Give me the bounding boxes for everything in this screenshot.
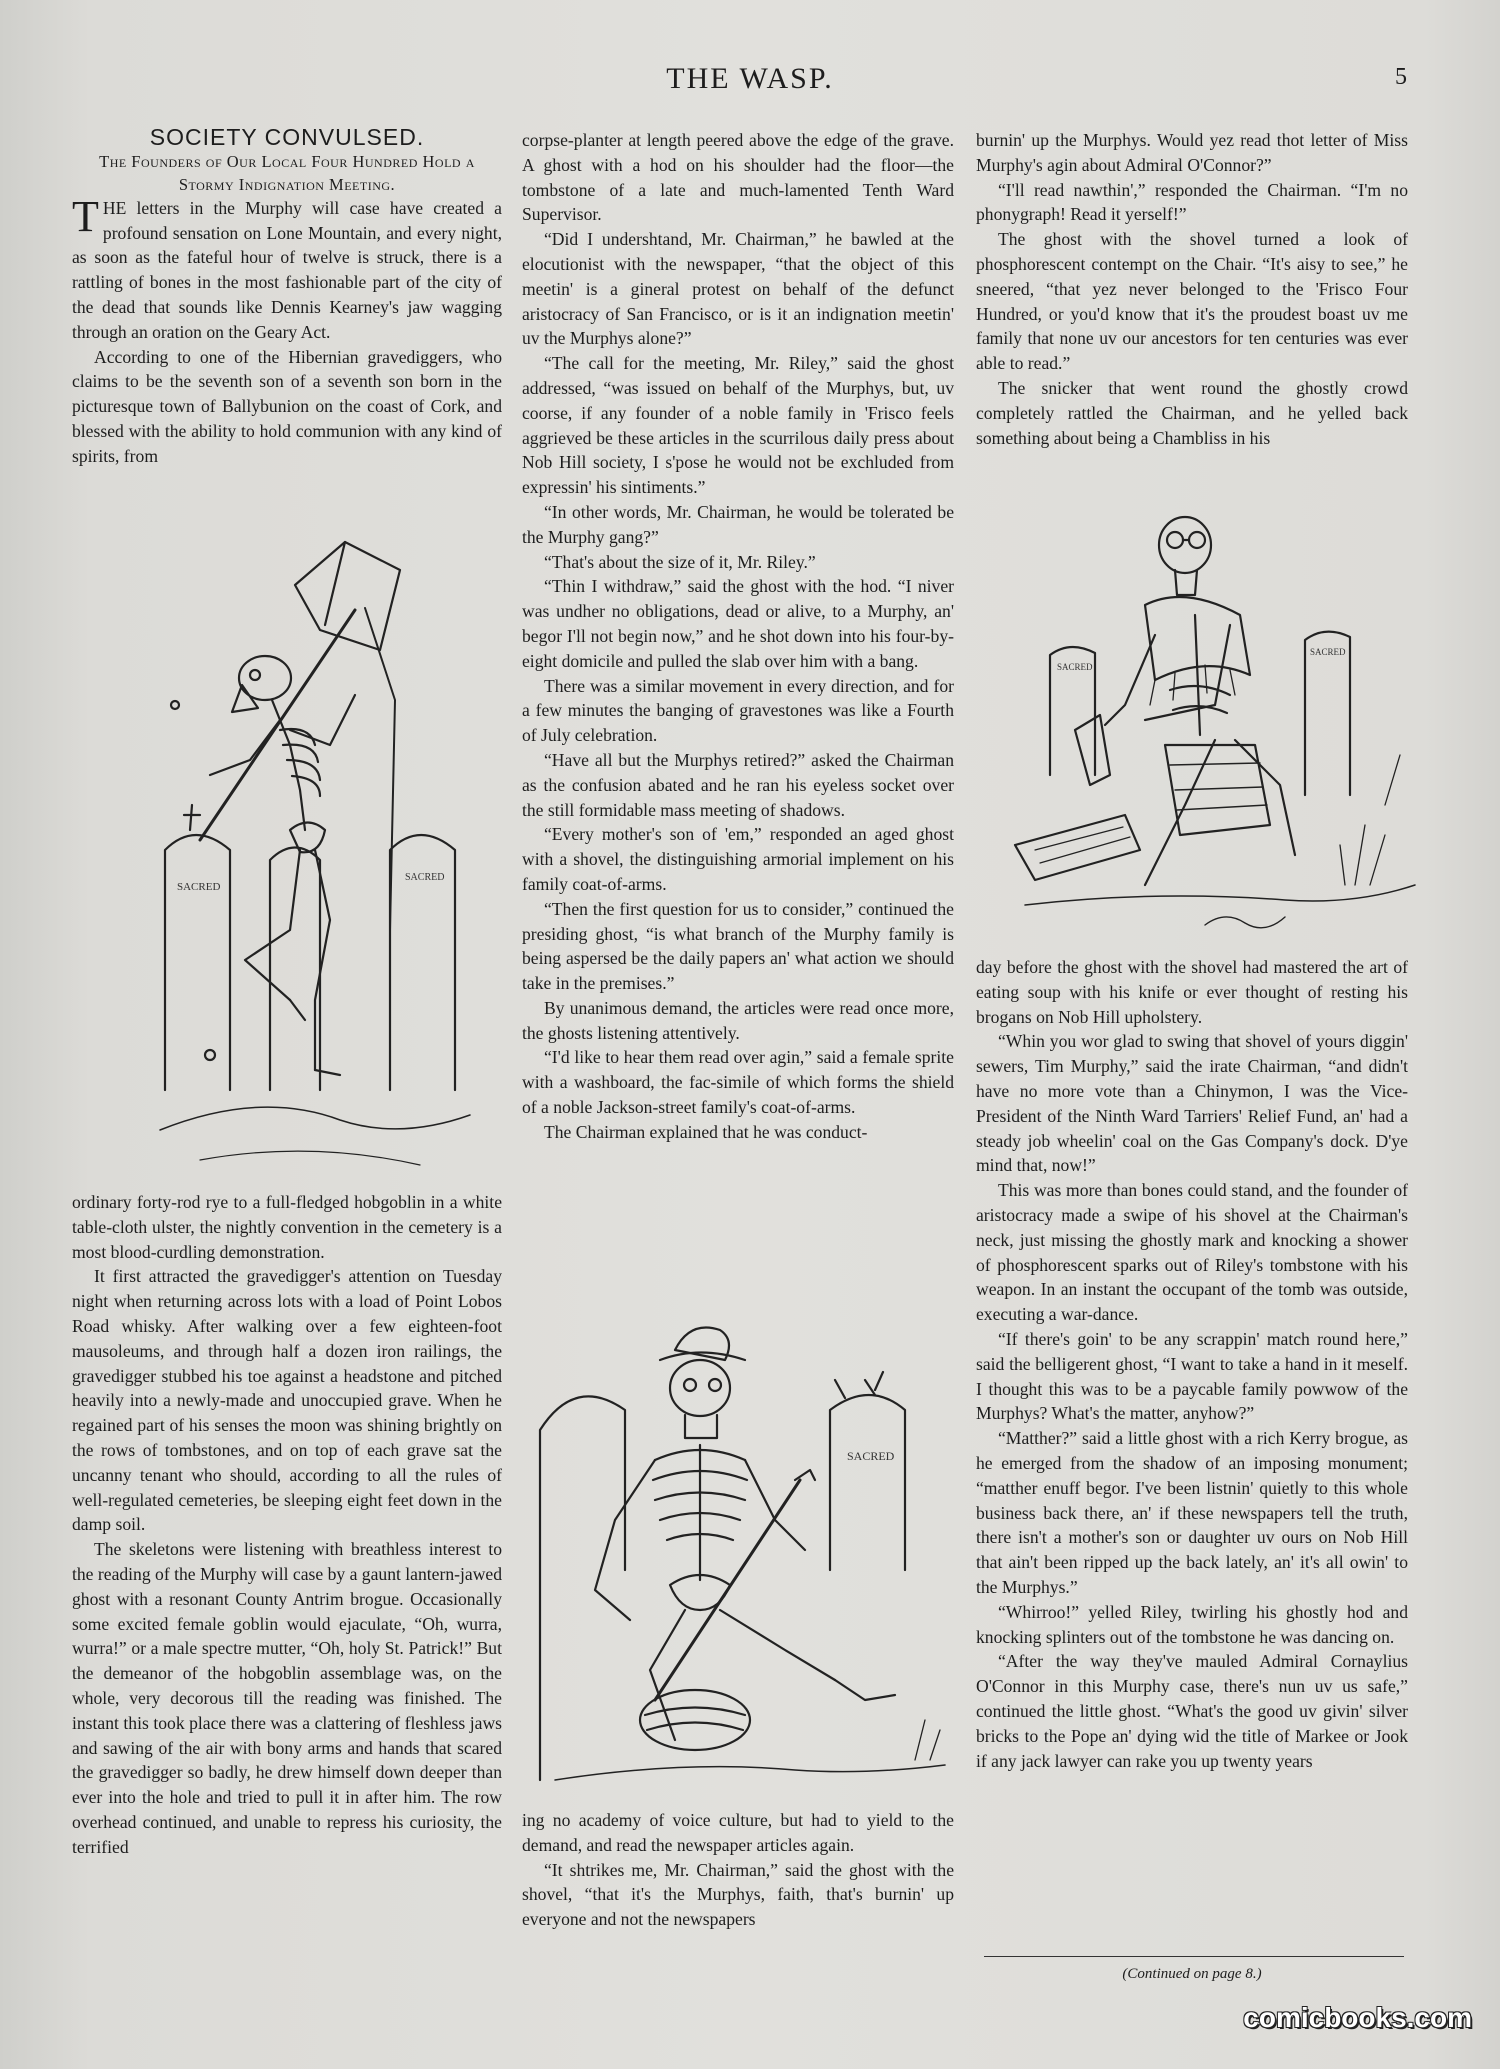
column-2-bottom <box>522 1808 954 1932</box>
article-paragraph: By unanimous demand, the articles were read once more, the ghosts listening attentively. <box>522 997 954 1043</box>
article-headline: SOCIETY CONVULSED. <box>149 124 425 150</box>
article-paragraph: According to one of the Hibernian gravediggers, who claims to be the seventh son of a seventh son born in the picturesque town of Ballybunion on the coast of Cork, and blessed with the ability to hold communion with any kind of spirits, from <box>72 346 502 466</box>
watermark-logo: comicbooks.com <box>1243 2002 1472 2033</box>
article-paragraph: The ghost with the shovel turned a look of phosphorescent contempt on the Chair. “It's aisy to see,” he sneered, “that yez never belonged to the 'Frisco Four Hundred, or you'd know that it's the proudest boast uv me family that none uv our ancestors for ten centuries was ever able to read.” <box>976 229 1408 374</box>
column-3-bottom <box>976 955 1408 1773</box>
article-paragraph: ordinary forty-rod rye to a full-fledged hobgoblin in a white table-cloth ulster, the nightly convention in the cemetery is a most blood-curdling demonstration. <box>72 1192 502 1262</box>
article-paragraph: The Chairman explained that he was conduct- <box>544 1121 868 1142</box>
article-paragraph: The skeletons were listening with breathless interest to the reading of the Murphy will case by a gaunt lantern-jawed ghost with a resonant County Antrim brogue. Occasionally some excited female goblin would ejaculate, “Oh, wurra, wurra!” or a male spectre mutter, “Oh, holy St. Patrick!” But the demeanor of the hobgoblin assemblage was, on the whole, very decorous till the reading was finished. The instant this took place there was a clattering of fleshless jaws and sawing of the air with bony arms and hands that scared the gravedigger so badly, he drew himself down deeper than ever into the hole and tried to pull it in after him. The row overhead continued, and unable to repress his curiosity, the terrified <box>72 1539 502 1857</box>
column-3-top <box>976 128 1408 450</box>
article-paragraph: “Have all but the Murphys retired?” asked the Chairman as the confusion abated and he ran his eyeless socket over the still formidable mass meeting of shadows. <box>522 749 954 820</box>
skeleton-washboard-illustration <box>535 1320 955 1800</box>
skeleton-hod-illustration <box>140 530 490 1180</box>
svg-text:SACRED: SACRED <box>1310 647 1346 657</box>
article-paragraph: “Then the first question for us to consider,” continued the presiding ghost, “is what branch of the Murphy family is being aspersed be the daily papers an' what action we should take in the premises.” <box>522 898 954 994</box>
masthead: THE WASP. <box>666 62 834 95</box>
page-number: 5 <box>1395 64 1407 90</box>
article-paragraph: “It shtrikes me, Mr. Chairman,” said the ghost with the shovel, “that it's the Murphys, faith, that's burnin' up everyone and not the newspapers <box>522 1859 954 1930</box>
svg-text:SACRED: SACRED <box>847 1449 895 1463</box>
article-paragraph: The snicker that went round the ghostly crowd completely rattled the Chairman, and he yelled back something about being a Chambliss in his <box>976 377 1408 448</box>
article-paragraph: corpse-planter at length peered above the edge of the grave. A ghost with a hod on his shoulder had the floor—the tombstone of a late and much-lamented Tenth Ward Supervisor. <box>522 130 954 225</box>
article-paragraph: This was more than bones could stand, and the founder of aristocracy made a swipe of his shovel at the Chairman's neck, just missing the ghostly mark and knocking a shower of phosphorescent sparks out of Riley's tombstone with his weapon. In an instant the occupant of the tomb was outside, executing a war-dance. <box>976 1180 1408 1325</box>
column-1-top <box>72 125 502 469</box>
column-end-rule <box>984 1956 1404 1957</box>
column-2-top <box>522 128 954 1145</box>
article-paragraph: “After the way they've mauled Admiral Cornaylius O'Connor in this Murphy case, there's nun uv us safe,” continued the little ghost. “What's the good uv givin' silver bricks to the Pope an' dying wid the title of Markee or Jook if any jack lawyer can rake you up twenty years <box>976 1651 1408 1771</box>
column-1-bottom <box>72 1190 502 1860</box>
drop-cap: T <box>72 191 99 241</box>
article-paragraph: “Matther?” said a little ghost with a rich Kerry brogue, as he emerged from the shadow of an imposing monument; “matther enuff begor. I've been listnin' quietly to this whole business back there, an' if these newspapers tell the truth, there isn't a mother's son or daughter uv ours on Nob Hill that ain't been ripped up the back lately, an' it's all owin' to the Murphys.” <box>976 1428 1408 1597</box>
article-paragraph: day before the ghost with the shovel had mastered the art of eating soup with his knife or ever thought of resting his brogans on Nob Hill upholstery. <box>976 957 1408 1027</box>
article-paragraph: “In other words, Mr. Chairman, he would be tolerated be the Murphy gang?” <box>522 501 954 547</box>
article-subhead: The Founders of Our Local Four Hundred Hold a Stormy Indignation Meeting. <box>99 151 475 194</box>
article-paragraph: “That's about the size of it, Mr. Riley.” <box>544 551 816 572</box>
article-paragraph: “Whin you wor glad to swing that shovel of yours diggin' sewers, Tim Murphy,” said the irate Chairman, “and didn't have no more vote than a Chinymon, I was the Vice-President of the Ninth Ward Tarriers' Relief Fund, an' had a steady job wheelin' coal on the Gas Company's dock. D'ye mind that, now!” <box>976 1031 1408 1176</box>
article-paragraph: ing no academy of voice culture, but had to yield to the demand, and read the newspaper articles again. <box>522 1810 954 1855</box>
article-paragraph: “Every mother's son of 'em,” responded an aged ghost with a shovel, the distinguishing armorial implement on his family coat-of-arms. <box>522 824 954 894</box>
article-paragraph: “If there's goin' to be any scrappin' match round here,” said the belligerent ghost, “I want to take a hand in it meself. I thought this was to be a paycable family powwow of the Murphys? What's the matter, anyhow?” <box>976 1328 1408 1424</box>
article-paragraph: “I'll read nawthin',” responded the Chairman. “I'm no phonygraph! Read it yerself!” <box>976 179 1408 225</box>
skeleton-shovel-illustration <box>1005 505 1425 945</box>
article-paragraph: “I'd like to hear them read over agin,” said a female sprite with a washboard, the fac-simile of which forms the shield of a noble Jackson-street family's coat-of-arms. <box>522 1047 954 1118</box>
article-paragraph: “Did I undershtand, Mr. Chairman,” he bawled at the elocutionist with the newspaper, “that the object of this meetin' is a gineral protest on behalf of the defunct aristocracy of San Francisco, or is it an indignation meetin' uv the Murphys alone?” <box>522 229 954 349</box>
article-paragraph: “Whirroo!” yelled Riley, twirling his ghostly hod and knocking splinters out of the tombstone he was dancing on. <box>976 1601 1408 1647</box>
article-paragraph: “Thin I withdraw,” said the ghost with the hod. “I niver was undher no obligations, dead or alive, to a Murphy, an' begor I'll not begin now,” and he shot down into his four-by-eight domicile and pulled the slab over him with a bang. <box>522 576 954 671</box>
article-paragraph: There was a similar movement in every direction, and for a few minutes the banging of gravestones was like a Fourth of July celebration. <box>522 675 954 746</box>
article-paragraph: THE letters in the Murphy will case have created a profound sensation on Lone Mountain, and every night, as soon as the fateful hour of twelve is struck, there is a rattling of bones in the most fashionable part of the city of the dead that sounds like Dennis Kearney's jaw wagging through an oration on the Geary Act. <box>72 191 502 342</box>
svg-text:SACRED: SACRED <box>177 881 221 893</box>
continued-notice: (Continued on page 8.) <box>1122 1966 1262 1982</box>
svg-text:SACRED: SACRED <box>405 872 445 883</box>
article-paragraph: burnin' up the Murphys. Would yez read thot letter of Miss Murphy's agin about Admiral O'Connor?” <box>976 130 1408 175</box>
article-paragraph: “The call for the meeting, Mr. Riley,” said the ghost addressed, “was issued on behalf of the Murphys, but, uv coorse, if any founder of a noble family in 'Frisco feels aggrieved be these articles in the scurrilous daily press about Nob Hill society, I s'pose he would not be exchluded from expressin' his sintiments.” <box>522 353 954 498</box>
article-paragraph: It first attracted the gravedigger's attention on Tuesday night when returning across lots with a load of Point Lobos Road whisky. After walking over a few eighteen-foot mausoleums, and through half a dozen iron railings, the gravedigger stubbed his toe against a headstone and pitched heavily into a newly-made and unoccupied grave. When he regained part of his senses the moon was shining brightly on the rows of tombstones, and on top of each grave sat the uncanny tenant who should, according to all the rules of well-regulated cemeteries, be sleeping eight feet down in the damp soil. <box>72 1266 502 1535</box>
svg-text:SACRED: SACRED <box>1057 662 1093 672</box>
